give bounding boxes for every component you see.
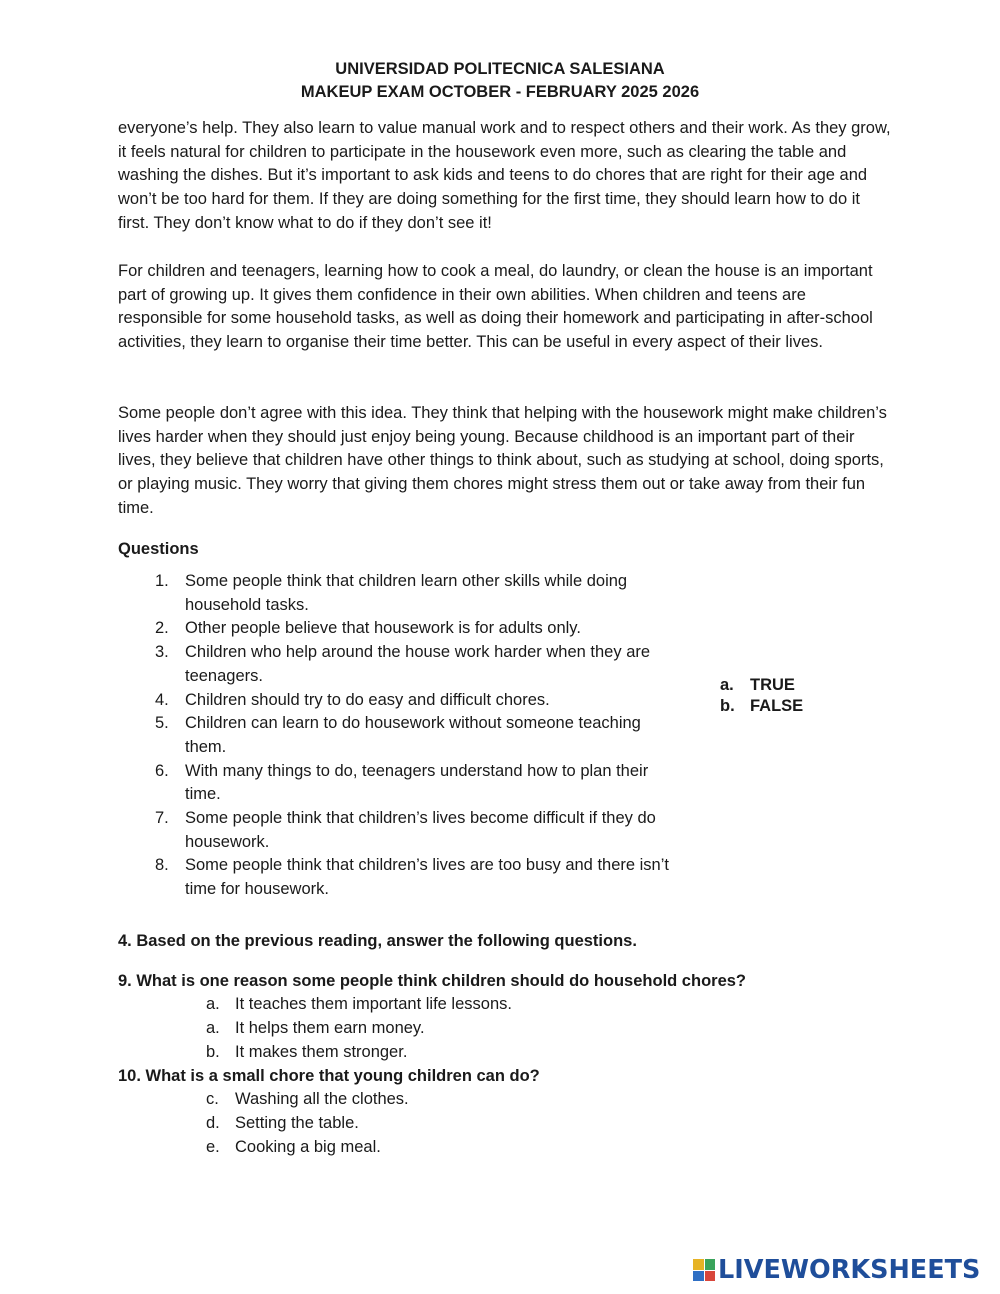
choice-letter: e. [206,1137,220,1156]
question-item [118,712,678,759]
choice-option[interactable] [118,1041,818,1065]
option-letter: b. [720,696,735,715]
question-item [118,760,678,807]
choice-text: Washing all the clothes. [235,1090,409,1108]
question-number: 6. [155,761,169,780]
true-false-question-list [118,570,678,902]
choice-option[interactable] [118,1112,818,1136]
question-text: Some people think that children’s lives are too busy and there isn’t time for housework. [185,856,669,899]
reading-paragraph-1: everyone’s help. They also learn to value manual work and to respect others and their work. As they grow, it feels natural for children to participate in the housework even more, such as clearing the table and washing the dishes. But it’s important to ask kids and teens to do chores that are right for their age and won’t be too hard for them. If they are doing something for the first time, they should learn how to do it first. They don’t know what to do if they don’t see it! [118,119,891,232]
choice-text: Setting the table. [235,1113,359,1132]
choice-letter: c. [206,1090,219,1108]
choice-letter: a. [206,1018,220,1037]
question-text: Children who help around the house work harder when they are teenagers. [185,643,651,685]
question-number: 1. [155,572,169,590]
question-10: 10. What is a small chore that young children can do? [118,1067,540,1085]
question-item [118,641,678,688]
choice-text: It teaches them important life lessons. [235,995,512,1013]
exam-header [0,58,1000,104]
question-text: Some people think that children learn other skills while doing household tasks. [185,572,628,614]
logo-tile [705,1271,716,1282]
logo-tile [693,1259,704,1270]
question-item [118,807,678,854]
question-10-options [118,1088,818,1160]
question-text: Some people think that children’s lives become difficult if they do housework. [185,809,656,851]
questions-heading: Questions [118,540,199,558]
option-letter: a. [720,676,734,694]
question-number: 2. [155,619,169,638]
question-item [118,617,678,641]
option-true[interactable] [720,675,803,696]
choice-text: It helps them earn money. [235,1018,425,1037]
choice-option[interactable] [118,993,818,1017]
question-number: 7. [155,809,169,828]
question-item [118,570,678,617]
question-number: 8. [155,856,169,875]
logo-tile [693,1271,704,1282]
question-item [118,689,678,713]
choice-option[interactable] [118,1136,818,1160]
question-number: 5. [155,714,169,733]
true-false-options [720,675,803,716]
logo-wordmark: LIVEWORKSHEETS [718,1255,981,1285]
question-number: 4. [155,690,169,709]
choice-option[interactable] [118,1088,818,1112]
question-9: 9. What is one reason some people think children should do household chores? [118,972,746,990]
reading-paragraph-2: For children and teenagers, learning how to cook a meal, do laundry, or clean the house is an important part of growing up. It gives them confidence in their own abilities. When children and teens are responsible for some household tasks, as well as doing their homework and participating in after-school activities, they learn to organise their time better. This can be useful in every aspect of their lives. [118,262,873,352]
exam-title: MAKEUP EXAM OCTOBER - FEBRUARY 2025 2026 [300,83,700,101]
question-text: Children can learn to do housework without someone teaching them. [185,714,641,756]
option-label: TRUE [750,676,795,694]
section-4-heading: 4. Based on the previous reading, answer the following questions. [118,932,637,950]
reading-paragraph-3: Some people don’t agree with this idea. They think that helping with the housework might make children’s lives harder when they should just enjoy being young. Because childhood is an important part of their lives, they believe that children have other things to think about, such as studying at school, doing sports, or playing music. They worry that giving them chores might stress them out or take away from their fun time. [118,404,887,517]
choice-option[interactable] [118,1017,818,1041]
choice-text: Cooking a big meal. [235,1137,381,1156]
choice-letter: a. [206,995,220,1013]
option-false[interactable] [720,696,803,717]
question-9-options [118,993,818,1065]
choice-letter: b. [206,1042,220,1061]
liveworksheets-logo [693,1255,980,1285]
question-text: Other people believe that housework is for adults only. [185,619,581,638]
university-name: UNIVERSIDAD POLITECNICA SALESIANA [335,60,665,78]
question-text: With many things to do, teenagers understand how to plan their time. [185,761,649,804]
question-item [118,854,678,901]
liveworksheets-logo-icon [693,1259,715,1281]
choice-letter: d. [206,1113,220,1132]
option-label: FALSE [750,696,804,715]
question-text: Children should try to do easy and difficult chores. [185,690,550,709]
choice-text: It makes them stronger. [235,1042,408,1061]
question-number: 3. [155,643,169,662]
logo-tile [705,1259,716,1270]
